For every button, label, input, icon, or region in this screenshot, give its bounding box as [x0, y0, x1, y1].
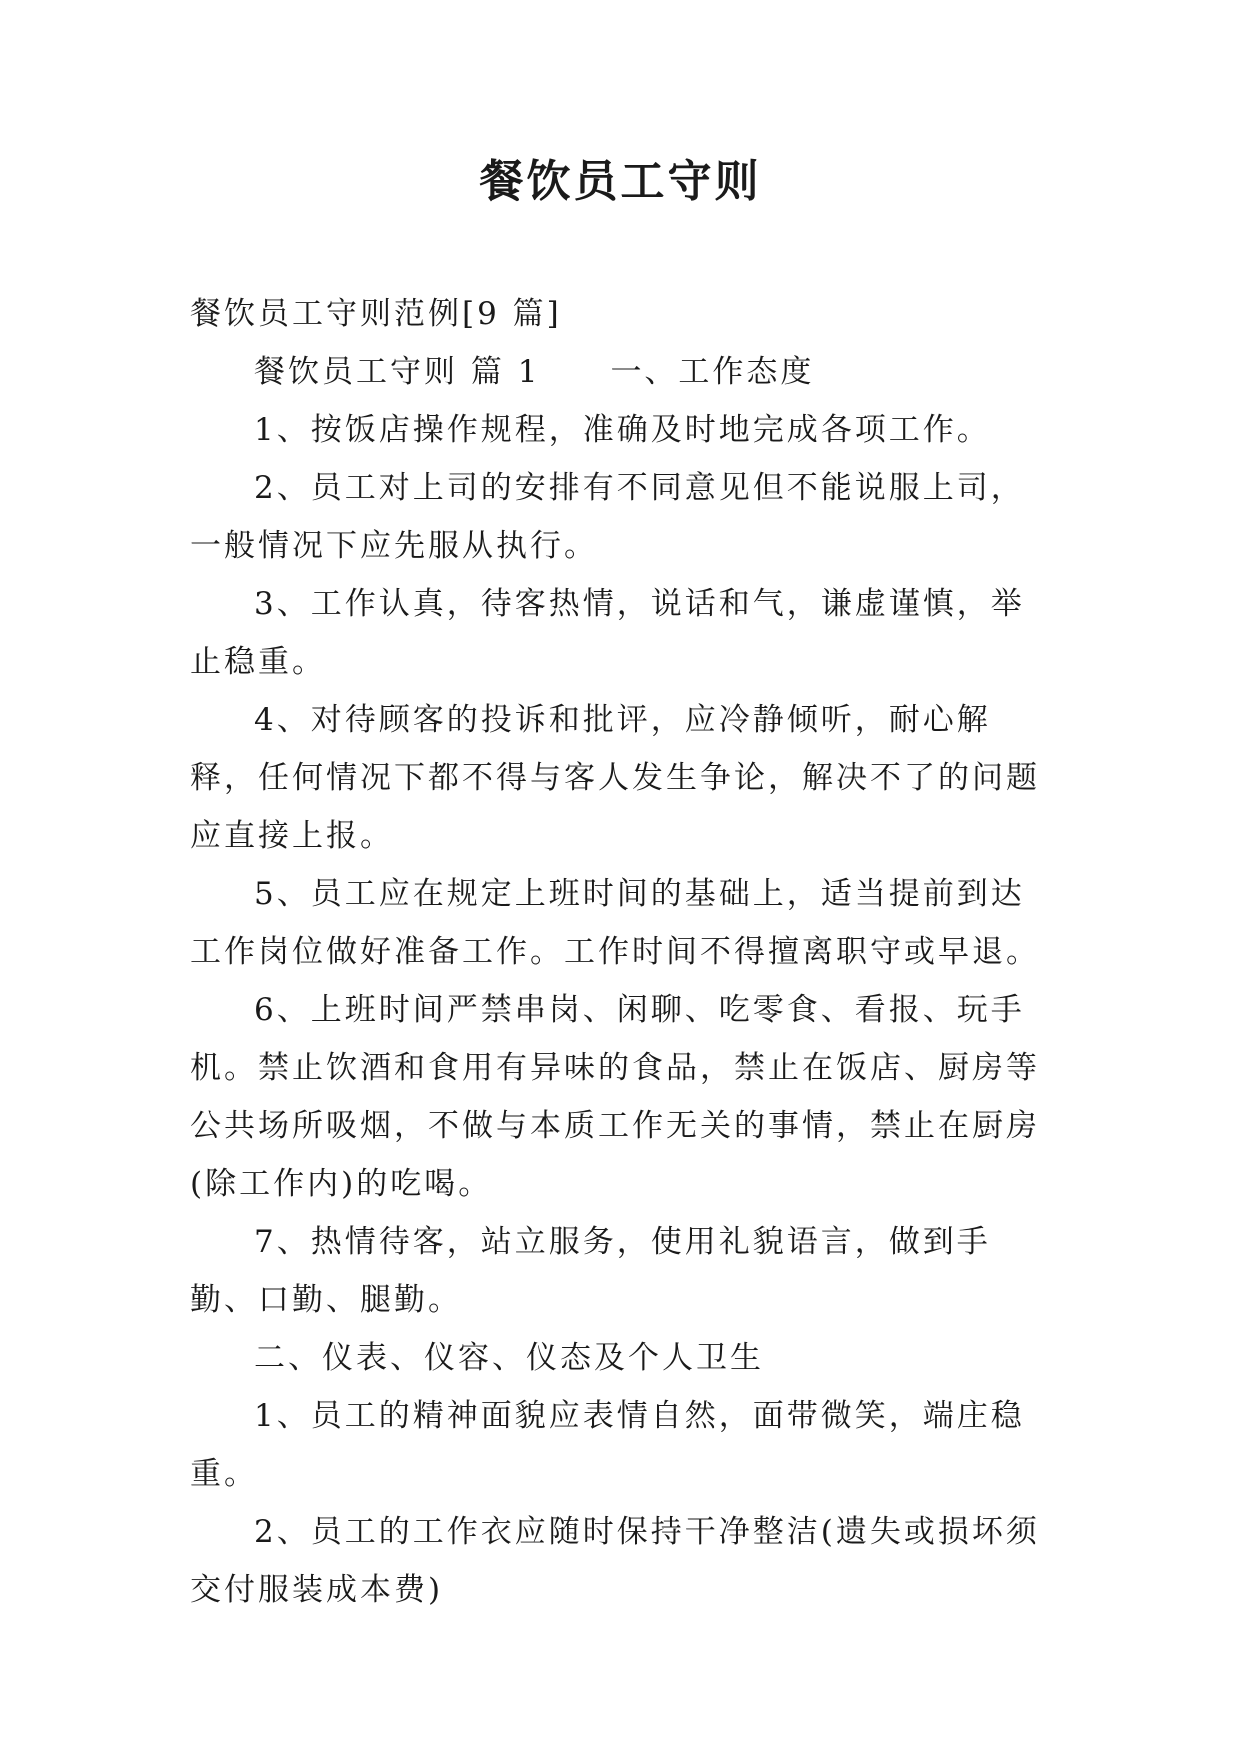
paragraph: 2、员工对上司的安排有不同意见但不能说服上司，一般情况下应先服从执行。 — [190, 470, 1025, 564]
paragraph: 4、对待顾客的投诉和批评，应冷静倾听，耐心解释，任何情况下都不得与客人发生争论，解决不了的问题应直接上报。 — [190, 702, 1040, 854]
paragraph: 3、工作认真，待客热情，说话和气，谦虚谨慎，举止稳重。 — [190, 586, 1025, 680]
section-heading: 一、工作态度 — [610, 354, 815, 390]
paragraph: 5、员工应在规定上班时间的基础上，适当提前到达工作岗位做好准备工作。工作时间不得擅离职守或早退。 — [190, 876, 1040, 970]
paragraph: 1、员工的精神面貌应表情自然，面带微笑，端庄稳重。 — [190, 1398, 1025, 1492]
paragraph: 1、按饭店操作规程，准确及时地完成各项工作。 — [254, 412, 991, 448]
paragraph: 6、上班时间严禁串岗、闲聊、吃零食、看报、玩手机。禁止饮酒和食用有异味的食品，禁止在饭店、厨房等公共场所吸烟，不做与本质工作无关的事情，禁止在厨房(除工作内)的吃喝。 — [190, 992, 1040, 1202]
document-body — [190, 285, 1050, 1619]
document-subtitle: 餐饮员工守则范例[9 篇] — [190, 296, 562, 332]
article-heading — [190, 343, 1050, 401]
paragraph: 7、热情待客，站立服务，使用礼貌语言，做到手勤、口勤、腿勤。 — [190, 1224, 991, 1318]
article-label: 餐饮员工守则 篇 1 — [254, 354, 541, 390]
paragraph: 2、员工的工作衣应随时保持干净整洁(遗失或损坏须交付服装成本费) — [190, 1514, 1040, 1608]
section-heading: 二、仪表、仪容、仪态及个人卫生 — [254, 1340, 764, 1376]
document-title: 餐饮员工守则 — [479, 156, 762, 207]
